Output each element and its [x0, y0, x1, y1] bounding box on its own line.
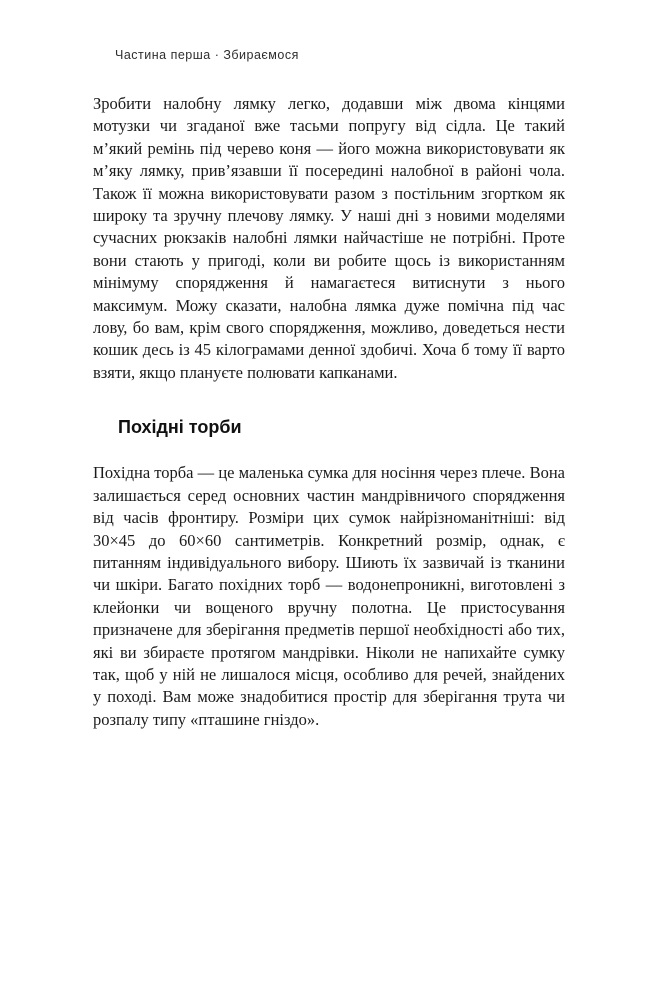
section-heading: Похідні торби	[118, 417, 242, 438]
paragraph-tumpline: Зробити налобну лямку легко, додавши між двома кінцями мотузки чи згаданої вже тасьми попругу від сідла. Це такий м’який ремінь під черево коня — його можна використовувати як м’яку лямку, прив’язавши її посередині налобної в районі чола. Також її можна використовувати разом з постільним згортком як широку та зручну плечову лямку. У наші дні з новими моделями сучасних рюкзаків налобні лямки найчастіше не потрібні. Проте вони стають у пригоді, коли ви робите щось із використанням мінімуму спорядження й намагаєтеся витиснути з нього максимум. Можу сказати, налобна лямка дуже помічна під час лову, бо вам, крім свого спорядження, можливо, доведеться нести кошик десь із 45 кілограмами денної здобичі. Хоча б тому її варто взяти, якщо плануєте полювати капканами.	[93, 94, 565, 382]
running-header: Частина перша · Збираємося	[115, 48, 299, 62]
paragraph-haversack: Похідна торба — це маленька сумка для носіння через плече. Вона залишається серед основних частин мандрівничого спорядження від часів фронтиру. Розміри цих сумок найрізноманітніші: від 30×45 до 60×60 сантиметрів. Конкретний розмір, однак, є питанням індивідуального вибору. Шиють їх зазвичай із тканини чи шкіри. Багато похідних торб — водонепроникні, виготовлені з клейонки чи вощеного вручну полотна. Це пристосування призначене для зберігання предметів першої необхідності або тих, які ви збираєте протягом мандрівки. Ніколи не напихайте сумку так, щоб у ній не лишалося місця, особливо для речей, знайдених у поході. Вам може знадобитися простір для зберігання трута чи розпалу типу «пташине гніздо».	[93, 463, 565, 729]
